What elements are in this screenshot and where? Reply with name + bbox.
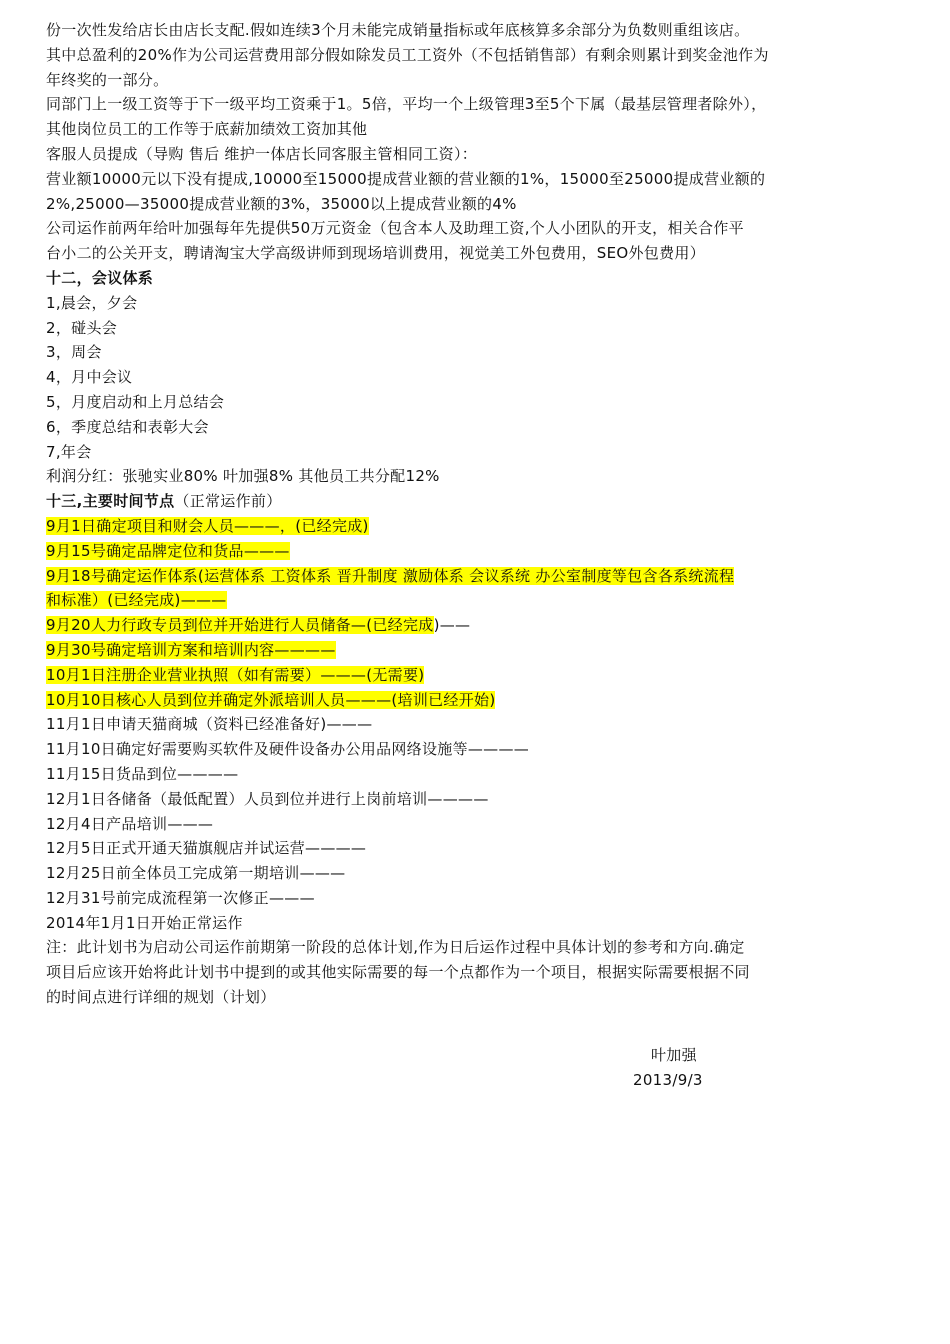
- section-12-heading: 十二，会议体系: [46, 268, 154, 287]
- intro-line: 台小二的公关开支，聘请淘宝大学高级讲师到现场培训费用，视觉美工外包费用，SEO外包费用）: [46, 244, 706, 263]
- milestone-line: 11月10日确定好需要购买软件及硬件设备办公用品网络设施等————: [46, 740, 530, 759]
- intro-line: 同部门上一级工资等于下一级平均工资乘于1。5倍，平均一个上级管理3至5个下属（最基层管理者除外），: [46, 95, 767, 114]
- section-13-heading-note: （正常运作前）: [174, 492, 282, 511]
- meeting-item: 2，碰头会: [46, 318, 118, 337]
- milestone-line: [46, 688, 910, 713]
- intro-line: 公司运作前两年给叶加强每年先提供50万元资金（包含本人及助理工资,个人小团队的开支，相关合作平: [46, 219, 744, 238]
- milestone-line: 12月1日各储备（最低配置）人员到位并进行上岗前培训————: [46, 789, 489, 808]
- milestone-highlight: 9月18号确定运作体系(运营体系 工资体系 晋升制度 激励体系 会议系统 办公室制度等包含各系统流程: [46, 566, 735, 585]
- meeting-item: 3，周会: [46, 343, 102, 362]
- milestone-highlight: 10月1日注册企业营业执照（如有需要）———(无需要): [46, 665, 425, 684]
- milestone-tail: )——: [433, 616, 471, 635]
- note-line: 项目后应该开始将此计划书中提到的或其他实际需要的每一个点都作为一个项目，根据实际需要根据不同: [46, 963, 750, 982]
- milestone-line: [46, 539, 910, 564]
- milestone-highlight: 9月30号确定培训方案和培训内容————: [46, 640, 336, 659]
- milestone-line: 11月15日货品到位————: [46, 764, 239, 783]
- intro-line: 年终奖的一部分。: [46, 70, 169, 89]
- milestone-line: 11月1日申请天猫商城（资料已经准备好)———: [46, 715, 373, 734]
- milestone-line: 12月25日前全体员工完成第一期培训———: [46, 864, 346, 883]
- milestone-highlight: 9月15号确定品牌定位和货品———: [46, 541, 290, 560]
- note-line: 注：此计划书为启动公司运作前期第一阶段的总体计划,作为日后运作过程中具体计划的参考和方向.确定: [46, 938, 745, 957]
- intro-line: 2%,25000—35000提成营业额的3%，35000以上提成营业额的4%: [46, 194, 517, 213]
- section-13-heading: [46, 489, 910, 514]
- milestone-line: [46, 638, 910, 663]
- milestone-line: [46, 613, 910, 638]
- intro-line: 营业额10000元以下没有提成,10000至15000提成营业额的营业额的1%，15000至25000提成营业额的: [46, 169, 766, 188]
- milestone-highlight: 9月1日确定项目和财会人员———，(已经完成): [46, 516, 369, 535]
- meeting-item: 4，月中会议: [46, 368, 133, 387]
- meeting-item: 7,年会: [46, 442, 92, 461]
- section-13-heading-bold: 十三,主要时间节点: [46, 492, 175, 511]
- intro-line: 客服人员提成（导购 售后 维护一体店长同客服主管相同工资）：: [46, 144, 478, 163]
- milestone-line: 12月5日正式开通天猫旗舰店并试运营————: [46, 839, 367, 858]
- profit-split: 利润分红：张驰实业80% 叶加强8% 其他员工共分配12%: [46, 467, 440, 486]
- intro-line: 份一次性发给店长由店长支配.假如连续3个月未能完成销量指标或年底核算多余部分为负数则重组该店。: [46, 21, 750, 39]
- milestone-highlight: 和标准）(已经完成)———: [46, 591, 227, 610]
- meeting-item: 5，月度启动和上月总结会: [46, 392, 225, 411]
- intro-line: 其他岗位员工的工作等于底薪加绩效工资加其他: [46, 120, 368, 139]
- milestone-line: [46, 663, 910, 688]
- milestone-line: 12月4日产品培训———: [46, 814, 214, 833]
- signature-name: 叶加强: [651, 1046, 697, 1064]
- signature-date: 2013/9/3: [633, 1071, 703, 1089]
- meeting-item: 6，季度总结和表彰大会: [46, 417, 209, 436]
- meeting-item: 1,晨会，夕会: [46, 293, 138, 312]
- milestone-line: [46, 588, 910, 613]
- milestone-line: [46, 514, 910, 539]
- milestone-highlight: 9月20人力行政专员到位并开始进行人员储备—(已经完成: [46, 616, 434, 635]
- milestone-line: 12月31号前完成流程第一次修正———: [46, 888, 315, 907]
- document-body: [46, 18, 910, 1089]
- milestone-line: 2014年1月1日开始正常运作: [46, 913, 243, 932]
- note-line: 的时间点进行详细的规划（计划）: [46, 988, 276, 1007]
- intro-line: 其中总盈利的20%作为公司运营费用部分假如除发员工工资外（不包括销售部）有剩余则累计到奖金池作为: [46, 45, 769, 64]
- milestone-highlight: 10月10日核心人员到位并确定外派培训人员———(培训已经开始): [46, 690, 496, 709]
- milestone-line: [46, 564, 910, 589]
